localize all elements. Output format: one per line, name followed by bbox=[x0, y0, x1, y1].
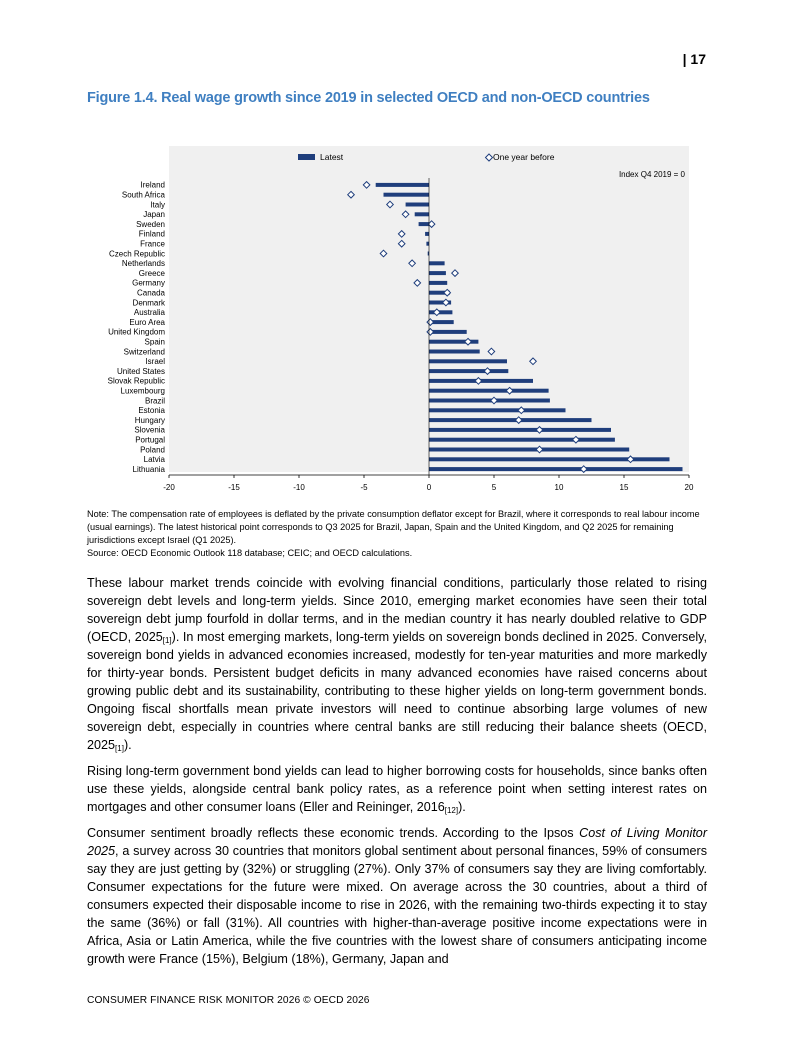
category-label: Lithuania bbox=[132, 464, 165, 474]
x-tick-label: 5 bbox=[491, 483, 497, 492]
bar-latest bbox=[429, 389, 549, 393]
legend-marker-label: One year before bbox=[493, 152, 555, 162]
x-tick-label: 0 bbox=[426, 483, 432, 492]
bar-latest bbox=[429, 330, 467, 334]
p3-text: Consumer sentiment broadly reflects these economic trends. According to the Ipsos bbox=[87, 826, 580, 840]
x-tick-label: -20 bbox=[163, 483, 175, 492]
figure-notes bbox=[87, 508, 710, 560]
bar-latest bbox=[426, 242, 429, 246]
bar-latest bbox=[384, 193, 430, 197]
x-tick-label: -10 bbox=[293, 483, 305, 492]
figure-title: Figure 1.4. Real wage growth since 2019 in selected OECD and non-OECD countries bbox=[87, 90, 650, 106]
page-footer: CONSUMER FINANCE RISK MONITOR 2026 © OECD 2026 bbox=[87, 995, 370, 1006]
category-label: Czech Republic bbox=[108, 249, 165, 259]
bar-latest bbox=[429, 408, 566, 412]
p3-italic-title: Cost of Living Monitor 2025 bbox=[87, 826, 708, 858]
bar-latest bbox=[429, 438, 615, 442]
category-label: Poland bbox=[140, 445, 165, 455]
page-number: | 17 bbox=[682, 51, 706, 67]
legend-bar-label: Latest bbox=[320, 152, 344, 162]
p1-ref-2[interactable]: [1] bbox=[115, 744, 124, 753]
category-label: Netherlands bbox=[121, 259, 165, 269]
body-text bbox=[87, 574, 707, 976]
category-label: Slovenia bbox=[134, 425, 165, 435]
x-tick-label: 10 bbox=[554, 483, 564, 492]
bar-latest bbox=[376, 183, 429, 187]
category-label: Greece bbox=[138, 268, 165, 278]
category-label: Italy bbox=[150, 200, 165, 210]
category-label: South Africa bbox=[121, 190, 165, 200]
category-label: Latvia bbox=[143, 455, 165, 465]
category-label: Estonia bbox=[138, 406, 165, 416]
bar-latest bbox=[425, 232, 429, 236]
x-tick-label: 20 bbox=[684, 483, 694, 492]
bar-latest bbox=[415, 212, 429, 216]
paragraph-2 bbox=[87, 762, 707, 816]
bar-latest bbox=[429, 271, 446, 275]
category-label: Finland bbox=[138, 229, 165, 239]
p1-text-2: ). In most emerging markets, long-term yields on sovereign bonds declined in 2025. Conversely, sovereign bond yields in advanced economies increased, modestly for ten-year maturities and more markedly for thirty-year bonds. Persistent budget deficits in many advanced economies have raised concerns about growing public debt and its sustainability, contributing to these higher yields on long-term government bonds. Ongoing fiscal shortfalls mean private investors will need to continue absorbing large volumes of new sovereign debt, especially in countries where central banks are still reducing their balance sheets (OECD, 2025 bbox=[87, 630, 707, 752]
x-tick-label: -5 bbox=[360, 483, 368, 492]
chart-svg bbox=[87, 140, 707, 500]
category-label: Australia bbox=[133, 308, 165, 318]
bar-latest bbox=[429, 448, 629, 452]
category-label: Brazil bbox=[144, 396, 165, 406]
bar-latest bbox=[406, 203, 429, 207]
p1-text-3: ). bbox=[123, 738, 132, 752]
p1-text: These labour market trends coincide with evolving financial conditions, particularly those related to rising sovereign debt levels and long-term yields. Since 2010, emerging market economies have seen their total sovereign debt jump fourfold in dollar terms, and in the median country it has nearly doubled relative to GDP (OECD, 2025 bbox=[87, 576, 707, 644]
category-label: Germany bbox=[132, 278, 165, 288]
category-label: United States bbox=[116, 366, 165, 376]
p1-ref-1[interactable]: [1] bbox=[162, 636, 172, 645]
bar-latest bbox=[429, 428, 611, 432]
category-label: France bbox=[140, 239, 165, 249]
category-label: Israel bbox=[145, 357, 165, 367]
category-label: Japan bbox=[143, 210, 165, 220]
bar-latest bbox=[429, 399, 550, 403]
bar-latest bbox=[429, 467, 683, 471]
category-label: Hungary bbox=[134, 415, 165, 425]
category-label: Denmark bbox=[132, 298, 165, 308]
x-tick-label: 15 bbox=[619, 483, 629, 492]
index-label: Index Q4 2019 = 0 bbox=[618, 170, 685, 179]
figure-source: Source: OECD Economic Outlook 118 database; CEIC; and OECD calculations. bbox=[87, 548, 413, 558]
category-label: Switzerland bbox=[123, 347, 165, 357]
p2-text: Rising long-term government bond yields can lead to higher borrowing costs for households, since banks often use these yields, alongside central bank policy rates, as a reference point when setting interest rates on mortgages and other consumer loans (Eller and Reininger, 2016 bbox=[87, 764, 707, 814]
category-label: Canada bbox=[136, 288, 165, 298]
category-label: Luxembourg bbox=[120, 386, 165, 396]
category-label: Ireland bbox=[140, 180, 165, 190]
figure-note: Note: The compensation rate of employees is deflated by the private consumption deflator except for Brazil, where it corresponds to real labour income (usual earnings). The latest historical point corresponds to Q3 2025 for Brazil, Japan, Spain and the United Kingdom, and Q2 2025 for remaining jurisdictions except Israel (Q1 2025). bbox=[87, 509, 700, 545]
category-label: Slovak Republic bbox=[107, 376, 165, 386]
category-label: Sweden bbox=[136, 219, 165, 229]
wage-growth-chart bbox=[87, 140, 707, 500]
p3-text-2: , a survey across 30 countries that monitors global sentiment about personal finances, 59% of consumers say they are just getting by (32%) or struggling (27%). Only 37% of consumers say they are living comfortably. Consumer expectations for the future were mixed. On average across the 30 countries, about a third of consumers expected their disposable income to rise in 2026, with the remaining two-thirds expecting it to stay the same (36%) or fall (31%). All countries with higher-than-average positive income expectations were in Africa, Asia or Latin America, while the five countries with the lowest share of consumers anticipating income growth were France (15%), Belgium (18%), Germany, Japan and bbox=[87, 844, 707, 966]
bar-latest bbox=[429, 418, 592, 422]
category-label: Spain bbox=[144, 337, 165, 347]
paragraph-1 bbox=[87, 574, 707, 754]
bar-latest bbox=[429, 261, 445, 265]
category-label: United Kingdom bbox=[108, 327, 165, 337]
p2-text-2: ). bbox=[458, 800, 466, 814]
bar-latest bbox=[429, 369, 508, 373]
bar-latest bbox=[429, 350, 480, 354]
category-label: Euro Area bbox=[129, 317, 165, 327]
x-tick-label: -15 bbox=[228, 483, 240, 492]
p2-ref-1[interactable]: [12] bbox=[444, 806, 459, 815]
bar-latest bbox=[429, 281, 447, 285]
category-labels bbox=[108, 181, 166, 474]
category-label: Portugal bbox=[135, 435, 165, 445]
bar-latest bbox=[429, 359, 507, 363]
paragraph-3 bbox=[87, 824, 707, 968]
bar-latest bbox=[419, 222, 429, 226]
legend-bar-swatch bbox=[298, 154, 315, 160]
